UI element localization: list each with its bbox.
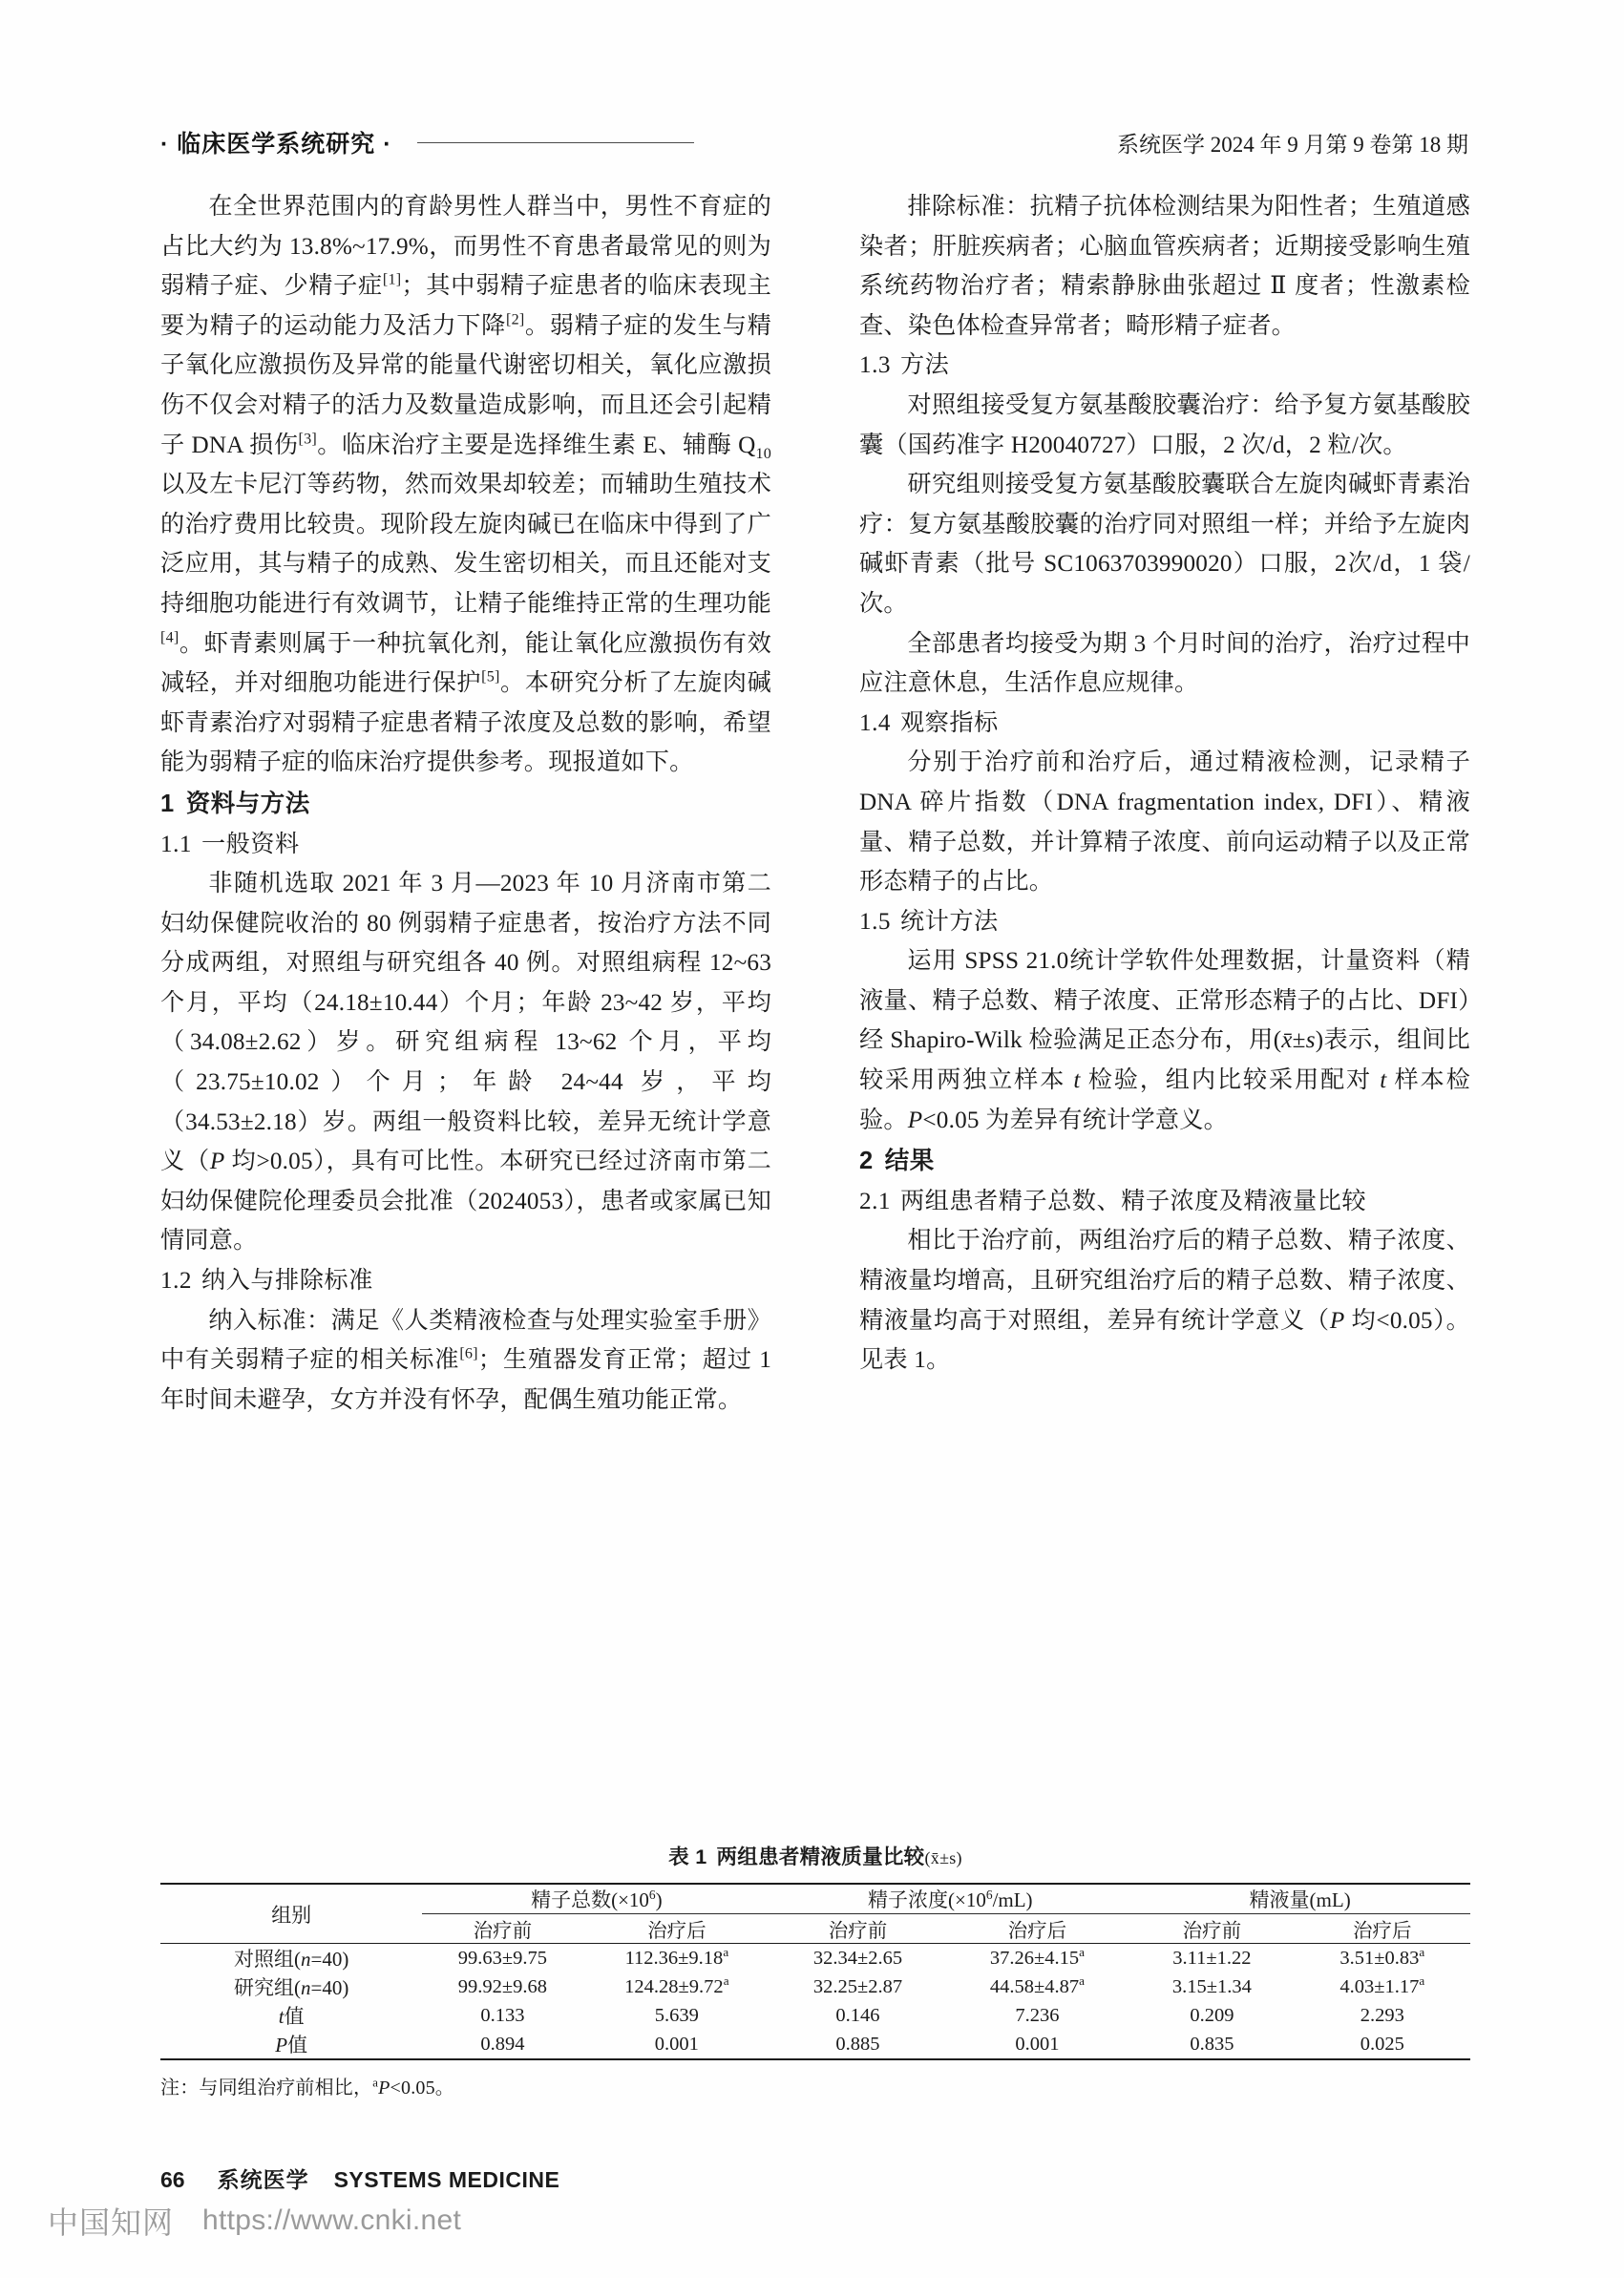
paragraph-statistical-methods: 运用 SPSS 21.0统计学软件处理数据，计量资料（精液量、精子总数、精子浓度、正常形态精子的占比、DFI）经 Shapiro-Wilk 检验满足正态分布，用(x̄±s)表示，组间比较采用两独立样本 t 检验，组内比较采用配对 t 样本检验。P<0.05 为差异有统计学意义。 [859,948,1470,1133]
heading-1-5-text: 统计方法 [899,908,999,935]
paragraph-exclusion-criteria: 排除标准：抗精子抗体检测结果为阳性者；生殖道感染者；肝脏疾病者；心脑血管疾病者；近期接受影响生殖系统药物治疗者；精索静脉曲张超过 Ⅱ 度者；性激素检查、染色体检查异常者；畸形精子症者。 [859,194,1470,339]
table-cell: 0.885 [835,2033,880,2055]
row-label-italic: P [275,2034,288,2057]
paragraph-observation-indicators: 分别于治疗前和治疗后，通过精液检测，记录精子 DNA 碎片指数（DNA fragmentation index, DFI）、精液量、精子总数，并计算精子浓度、前向运动精子以及正常形态精子的占比。 [859,749,1470,896]
table-cell [770,1944,944,1973]
table-cell [1129,1972,1294,2001]
table-1-caption-number: 表 1 [668,1846,707,1868]
running-head [160,122,1468,162]
table-cell: 0.001 [654,2033,699,2055]
table-1-group-sperm-concentration [770,1884,1129,1914]
table-cell: 0.209 [1190,2004,1234,2026]
heading-1-2-number: 1.2 [160,1268,192,1295]
journal-name-en: SYSTEMS MEDICINE [333,2167,560,2192]
cell-mark: a [723,1972,729,1988]
row-label-tail: 值 [287,2034,308,2057]
heading-2-1-comparison [859,1182,1470,1222]
column-right [859,187,1470,1420]
group-label-sup: 6 [648,1888,656,1902]
table-cell: 7.236 [1015,2004,1060,2026]
table-cell [945,1944,1130,1973]
table-cell [422,1972,582,2001]
running-head-section-title: · 临床医学系统研究 · [160,131,392,158]
heading-2-results [859,1142,1470,1182]
heading-1-4-text: 观察指标 [899,709,999,736]
heading-1-4-observation-indicators [859,704,1470,744]
paragraph-results-comparison: 相比于治疗前，两组治疗后的精子总数、精子浓度、精液量均增高，且研究组治疗后的精子总数、精子浓度、精液量均高于对照组，差异有统计学意义（P 均<0.05）。见表 1。 [859,1228,1470,1374]
heading-1-1-number: 1.1 [160,831,192,857]
cnki-name-cn: 中国知网 [48,2205,175,2240]
cell-value: 124.28±9.72 [624,1975,724,1997]
table-1-row-label-p [160,2030,422,2059]
cell-value: 4.03±1.17 [1339,1975,1420,1997]
table-cell: 0.025 [1360,2033,1404,2055]
heading-1-3-text: 方法 [899,352,950,379]
cell-value: 32.34±2.65 [812,1947,903,1969]
table-cell [422,1944,582,1973]
table-row [160,2030,1470,2059]
group-label-base: 精子总数(×10 [531,1888,649,1911]
cell-value: 112.36±9.18 [624,1947,724,1969]
heading-1-5-statistical-methods [859,902,1470,942]
cell-mark: a [1419,1944,1425,1959]
paragraph-control-group-treatment: 对照组接受复方氨基酸胶囊治疗：给予复方氨基酸胶囊（国药准字 H20040727）口服，2 次/d，2 粒/次。 [859,391,1470,458]
heading-1-materials-methods [160,785,771,825]
running-head-journal-issue: 系统医学 2024 年 9 月第 9 卷第 18 期 [1117,132,1468,157]
table-cell: 5.639 [654,2004,699,2026]
table-cell: 0.146 [835,2004,880,2026]
table-1-block [160,1841,1470,2099]
table-1-subhead-pre-3: 治疗前 [1182,1921,1242,1942]
table-1-head [160,1884,1470,1944]
page-number: 66 [160,2167,185,2192]
cell-value: 3.11±1.22 [1172,1947,1252,1969]
group-label-tail: /mL) [992,1888,1033,1911]
table-1-group-semen-volume [1129,1884,1470,1914]
heading-1-4-number: 1.4 [859,709,891,736]
table-cell [945,1972,1130,2001]
table-cell [582,1944,770,1973]
table-note-tail: <0.05。 [390,2078,454,2099]
table-1-subhead-pre-2: 治疗前 [828,1921,888,1942]
group-label-base: 精液量(mL) [1249,1888,1351,1911]
cell-mark: a [723,1944,729,1959]
cnki-watermark [48,2199,461,2243]
table-note-sup: a [372,2076,379,2090]
table-cell: 0.894 [480,2033,525,2055]
table-row [160,2001,1470,2030]
table-cell [1295,1944,1470,1973]
heading-1-number: 1 [160,790,175,817]
heading-2-number: 2 [859,1148,874,1175]
row-label-tail: 值 [284,2005,305,2028]
table-cell: 0.133 [480,2004,525,2026]
heading-1-2-text: 纳入与排除标准 [200,1268,373,1295]
row-label-italic: n [301,1948,311,1971]
cell-mark: a [1079,1972,1085,1988]
row-label-tail: =40) [310,1948,349,1971]
table-1-subhead-pre-1: 治疗前 [473,1921,533,1942]
table-1-group-sperm-total [422,1884,770,1914]
table-cell [1295,1972,1470,2001]
table-1-group-header-row [160,1884,1470,1914]
table-note-main: 注：与同组治疗前相比， [160,2078,373,2099]
table-1-rowhead-label: 组别 [271,1903,312,1927]
heading-2-1-text: 两组患者精子总数、精子浓度及精液量比较 [899,1188,1367,1214]
row-label-italic: t [278,2005,285,2028]
heading-1-1-text: 一般资料 [200,831,300,857]
cell-value: 3.51±0.83 [1339,1947,1420,1969]
table-cell: 0.001 [1015,2033,1060,2055]
running-head-divider [417,142,694,143]
heading-1-5-number: 1.5 [859,908,891,935]
cell-mark: a [1419,1972,1425,1988]
table-1-caption-stat: (x̄±s) [924,1848,962,1867]
row-label-italic: n [301,1976,311,1999]
table-1-note [160,2072,1470,2099]
table-1-subhead-post-3: 治疗后 [1353,1921,1412,1942]
table-1-semen-quality [160,1883,1470,2060]
page-footer [160,2162,559,2194]
article-body [160,187,1470,1420]
row-label-main: 对照组( [234,1948,302,1971]
cell-value: 3.15±1.34 [1171,1975,1252,1997]
table-1-subhead-post-1: 治疗后 [647,1921,707,1942]
cell-value: 44.58±4.87 [989,1975,1080,1997]
group-label-sup: 6 [985,1888,993,1902]
heading-2-text: 结果 [884,1148,935,1175]
table-cell [1129,1944,1294,1973]
paragraph-study-group-treatment: 研究组则接受复方氨基酸胶囊联合左旋肉碱虾青素治疗：复方氨基酸胶囊的治疗同对照组一样；并给予左旋肉碱虾青素（批号 SC1063703990020）口服，2次/d，1 袋/次。 [859,472,1470,617]
heading-1-2-inclusion-exclusion [160,1261,771,1301]
journal-name-cn: 系统医学 [217,2167,309,2192]
cnki-url: https://www.cnki.net [202,2204,462,2236]
paragraph-treatment-duration: 全部患者均接受为期 3 个月时间的治疗，治疗过程中应注意休息，生活作息应规律。 [859,630,1470,697]
table-row [160,1972,1470,2001]
table-note-italic: P [378,2078,390,2099]
table-1-caption [160,1841,1470,1870]
table-cell [582,1972,770,2001]
cell-value: 99.92±9.68 [457,1975,548,1997]
paragraph-general-data: 非随机选取 2021 年 3 月—2023 年 10 月济南市第二妇幼保健院收治的 80 例弱精子症患者，按治疗方法不同分成两组，对照组与研究组各 40 例。对照组病程 12~63 个月，平均（24.18±10.44）个月；年龄 23~42 岁，平均（34.08±2.62）岁。研究组病程 13~62 个月，平均（23.75±10.02）个月；年龄 24~44 岁，平均（34.53±2.18）岁。两组一般资料比较，差异无统计学意义（P 均>0.05），具有可比性。本研究已经过济南市第二妇幼保健院伦理委员会批准（2024053），患者或家属已知情同意。 [160,871,771,1255]
cell-value: 99.63±9.75 [457,1947,548,1969]
cell-value: 37.26±4.15 [989,1947,1080,1969]
table-1-subhead-post-2: 治疗后 [1007,1921,1067,1942]
heading-1-3-methods [859,346,1470,386]
cell-mark: a [1079,1944,1085,1959]
column-left [160,187,771,1420]
group-label-base: 精子浓度(×10 [868,1888,986,1911]
table-1-caption-text: 两组患者精液质量比较 [716,1846,925,1868]
table-row [160,1944,1470,1973]
heading-1-3-number: 1.3 [859,352,891,379]
heading-2-1-number: 2.1 [859,1188,891,1214]
table-cell: 0.835 [1190,2033,1234,2055]
table-1-row-label-study [160,1972,422,2001]
heading-1-1-general-data [160,825,771,865]
row-label-tail: =40) [310,1976,349,1999]
table-1-row-label-control [160,1944,422,1973]
table-cell [770,1972,944,2001]
table-1-body [160,1944,1470,2060]
table-cell: 2.293 [1360,2004,1404,2026]
heading-1-text: 资料与方法 [185,790,310,817]
cell-value: 32.25±2.87 [812,1975,903,1997]
table-1-row-label-t [160,2001,422,2030]
paragraph-introduction: 在全世界范围内的育龄男性人群当中，男性不育症的占比大约为 13.8%~17.9%，而男性不育患者最常见的则为弱精子症、少精子症[1]；其中弱精子症患者的临床表现主要为精子的运动能力及活力下降[2]。弱精子症的发生与精子氧化应激损伤及异常的能量代谢密切相关，氧化应激损伤不仅会对精子的活力及数量造成影响，而且还会引起精子 DNA 损伤[3]。临床治疗主要是选择维生素 E、辅酶 $Q_{10}$以及左卡尼汀等药物，然而效果却较差；而辅助生殖技术的治疗费用比较贵。现阶段左旋肉碱已在临床中得到了广泛应用，其与精子的成熟、发生密切相关，而且还能对支持细胞功能进行有效调节，让精子能维持正常的生理功能[4]。虾青素则属于一种抗氧化剂，能让氧化应激损伤有效减轻，并对细胞功能进行保护[5]。本研究分析了左旋肉碱虾青素治疗对弱精子症患者精子浓度及总数的影响，希望能为弱精子症的临床治疗提供参考。现报道如下。 [160,194,772,776]
row-label-main: 研究组( [234,1976,302,1999]
paragraph-inclusion-criteria: 纳入标准：满足《人类精液检查与处理实验室手册》中有关弱精子症的相关标准[6]；生殖器发育正常；超过 1 年时间未避孕，女方并没有怀孕，配偶生殖功能正常。 [160,1307,771,1413]
group-label-tail: ) [655,1888,663,1911]
